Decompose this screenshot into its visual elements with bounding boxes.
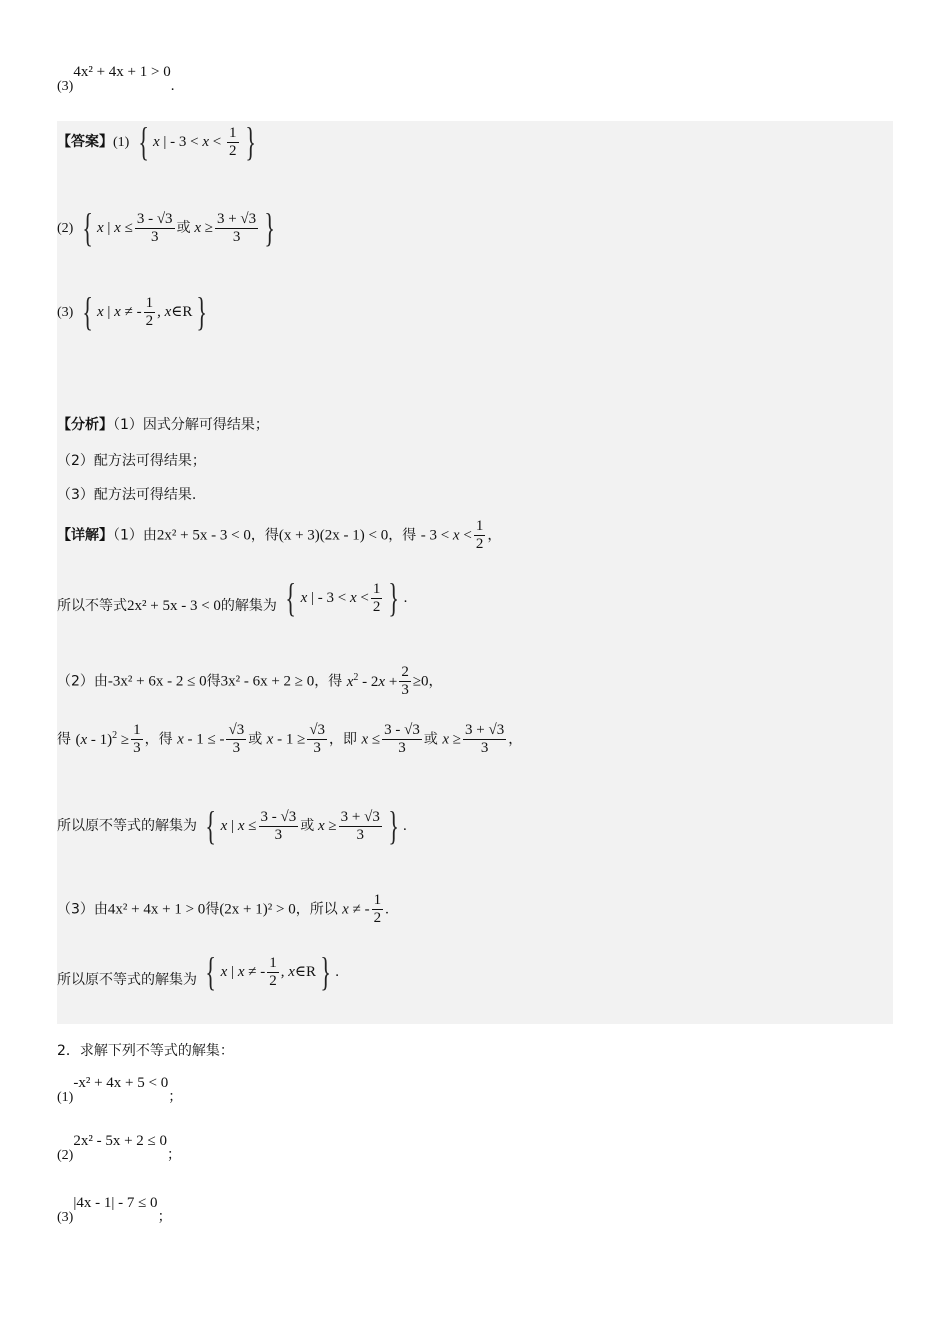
text: 所以原不等式的解集为 [57,972,197,988]
q2-p2-expr: 2x² - 5x + 2 ≤ 0 [73,1133,168,1149]
fraction: $\frac{3 + √3}{3}$ [465,722,505,756]
q2-p3-label: (3) [57,1210,74,1225]
math-fragment: x [114,304,121,320]
left-brace-icon: { [82,205,93,250]
detail-line-6 [57,892,389,927]
text: 所以不等式 [57,598,127,614]
fraction: $\frac{3 - √3}{3}$ [136,210,173,245]
fraction: $\frac{3 + √3}{3}$ [216,210,257,245]
math-fragment: | [103,220,115,236]
fraction: $\frac{√3}{3}$ [228,722,245,756]
left-brace-icon: { [205,949,217,994]
text: ，得 [314,673,343,690]
text: . [335,964,339,980]
math-fragment: x [164,304,172,320]
right-brace-icon: } [196,289,208,334]
left-brace-icon: { [82,289,93,334]
fraction: $\frac{1}{2}$ [145,294,154,329]
analysis-line-1 [57,414,269,434]
left-brace-icon: { [205,803,217,848]
math-fragment: | [103,304,115,320]
text: ， [508,731,523,748]
left-brace-icon: { [138,119,149,164]
right-brace-icon: } [388,575,400,620]
math-fragment: x [114,220,121,236]
math-fragment: x | x ≠ - [220,964,266,980]
text: （1）由 [113,527,157,544]
or-text: 或 [176,220,191,236]
analysis-line-2: （2）配方法可得结果； [57,453,206,469]
math-expr: 3x² - 6x + 2 ≥ 0 [220,673,315,690]
or-text: 或 [300,818,315,834]
text: ， [487,527,502,544]
text: 的解集为 [220,598,277,614]
left-brace-icon: { [285,575,297,620]
fraction: $\frac{3 + √3}{3}$ [340,808,380,843]
q2-p3-expr: |4x - 1| - 7 ≤ 0 [73,1195,158,1211]
right-brace-icon: } [244,119,256,164]
text: 得 [205,901,220,918]
analysis-l1: （1）因式分解可得结果； [113,417,269,433]
answer-line-3 [57,289,212,334]
detail-line-2 [57,575,408,620]
answer-title: 【答案】 [57,134,113,150]
math-fragment: ≠ - [120,304,142,320]
q2-p2-end: ； [167,1147,182,1163]
detail-line-1 [57,518,501,553]
fraction: $\frac{1}{2}$ [373,892,382,926]
fraction: $\frac{1}{2}$ [229,124,237,159]
math-fragment: x - 1 ≥ [266,731,306,748]
math-expr: (x + 3)(2x - 1) < 0 [278,527,389,544]
fraction: $\frac{1}{2}$ [475,518,484,552]
detail-line-3 [57,664,443,699]
text: 得 [57,731,71,748]
math-fragment: x [190,220,201,236]
q2-title: 2．求解下列不等式的解集： [57,1043,234,1059]
q2-part3 [57,1192,172,1225]
text: ，得 [388,527,417,544]
answer-p3-label: (3) [57,305,74,320]
fraction: $\frac{3 - √3}{3}$ [384,722,420,756]
math-expr: 2x² + 5x - 3 < 0 [156,527,251,544]
detail-line-4 [57,722,522,757]
math-expr: 2x² + 5x - 3 < 0 [127,598,221,614]
math-fragment: (x - 1)$^2$ ≥ [75,729,130,748]
math-fragment: x | - 3 < x < [300,590,369,606]
q2-p1-label: (1) [57,1090,74,1105]
or-text: 或 [423,731,438,748]
math-fragment: x ≥ [442,731,461,748]
math-fragment: , [157,304,165,320]
math-fragment: x [202,134,210,150]
text: . [385,901,389,918]
q1-part3 [57,64,175,94]
q1-part3-label: (3) [57,79,74,94]
answer-panel [57,121,893,1024]
right-brace-icon: } [264,205,276,250]
fraction: $\frac{2}{3}$ [401,664,409,698]
math-fragment: x [96,220,104,236]
math-fragment: x [96,304,104,320]
detail-title: 【详解】 [57,527,113,544]
answer-line-1 [57,119,260,164]
fraction: $\frac{1}{2}$ [269,954,277,989]
text: ，即 [329,731,358,748]
text: 得 [206,673,221,690]
answer-p2-label: (2) [57,221,74,236]
text: ，所以 [295,901,338,918]
math-fragment: x ≤ [361,731,381,748]
math-fragment: ∈R [171,304,193,320]
fraction: $\frac{3 - √3}{3}$ [260,808,297,843]
math-fragment: x ≠ - [342,901,370,918]
answer-p1-label: (1) [113,135,130,150]
math-fragment: ≥ [200,220,213,236]
q2-part2 [57,1130,182,1163]
math-fragment: | - 3 < [159,134,203,150]
q1-part3-expr: 4x² + 4x + 1 > 0 [73,64,171,80]
detail-line-5 [57,803,407,848]
fraction: $\frac{1}{2}$ [372,580,381,615]
text: （2）由 [57,673,108,690]
or-text: 或 [248,731,263,748]
math-fragment: x [152,134,160,150]
q2-p1-expr: -x² + 4x + 5 < 0 [73,1075,169,1091]
fraction: $\frac{√3}{3}$ [309,722,326,756]
math-expr: 4x² + 4x + 1 > 0 [107,901,206,918]
text: . [403,590,408,606]
math-fragment: , x∈R [280,964,317,980]
q2-p2-label: (2) [57,1148,74,1163]
math-fragment: $x^2 - 2x$ + [346,671,398,690]
right-brace-icon: } [320,949,331,994]
math-fragment: < [209,134,226,150]
text: ， [428,673,443,690]
q2-part1 [57,1072,183,1105]
text: ，得 [144,731,173,748]
fraction: $\frac{1}{3}$ [133,722,141,756]
text: 所以原不等式的解集为 [57,818,197,834]
answer-line-2 [57,205,279,250]
analysis-line-3: （3）配方法可得结果. [57,487,197,503]
math-fragment: - 3 < x < [420,527,472,544]
detail-line-7 [57,949,339,994]
math-expr: -3x² + 6x - 2 ≤ 0 [107,673,207,690]
math-fragment: x ≥ [317,818,337,834]
text: . [403,818,407,834]
text: （3）由 [57,901,108,918]
q1-part3-end: . [170,78,175,94]
math-fragment: ≤ [120,220,133,236]
math-fragment: x - 1 ≤ - [177,731,225,748]
math-fragment: x | x ≤ [220,818,257,834]
q2-p1-end: ； [168,1089,183,1105]
math-expr: (2x + 1)² > 0 [219,901,296,918]
right-brace-icon: } [388,803,399,848]
q2-p3-end: ； [157,1209,172,1225]
text: ，得 [250,527,279,544]
math-fragment: ≥0 [412,673,429,690]
analysis-title: 【分析】 [57,417,113,433]
